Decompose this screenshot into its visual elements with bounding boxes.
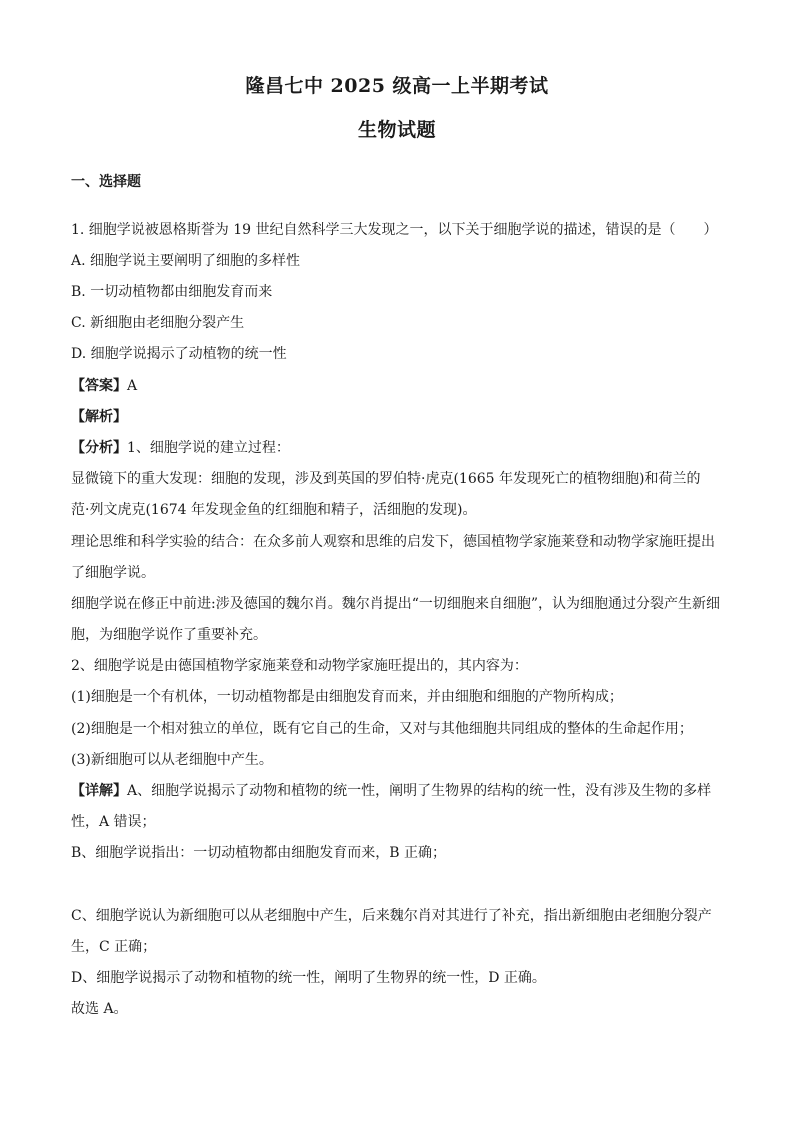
analysis-line: 胞，为细胞学说作了重要补充。 — [71, 627, 267, 643]
answer-line — [71, 376, 137, 396]
analysis-line: 细胞学说在修正中前进:涉及德国的魏尔肖。魏尔肖提出“一切细胞来自细胞”，认为细胞通过分裂产生新细 — [71, 596, 721, 612]
detail-line: 生，C 正确； — [71, 939, 157, 955]
analysis-line: 理论思维和科学实验的结合：在众多前人观察和思维的启发下，德国植物学家施莱登和动物学家施旺提出 — [71, 534, 715, 550]
detail-line: B、细胞学说指出：一切动植物都由细胞发育而来，B 正确； — [71, 845, 447, 861]
analysis-line: 2、细胞学说是由德国植物学家施莱登和动物学家施旺提出的，其内容为： — [71, 658, 528, 674]
exam-title: 隆昌七中 2025 级高一上半期考试 — [245, 75, 549, 97]
analysis-line — [71, 438, 290, 458]
question-stem: 1. 细胞学说被恩格斯誉为 19 世纪自然科学三大发现之一，以下关于细胞学说的描述，错误的是（ ） — [71, 222, 718, 238]
analysis-line: (1)细胞是一个有机体，一切动植物都是由细胞发育而来，并由细胞和细胞的产物所构成； — [71, 689, 623, 705]
detail-line: C、细胞学说认为新细胞可以从老细胞中产生，后来魏尔肖对其进行了补充，指出新细胞由老细胞分裂产 — [71, 908, 712, 924]
exam-subtitle: 生物试题 — [357, 119, 436, 141]
section-heading: 一、选择题 — [71, 174, 141, 190]
analysis-label: 【解析】 — [71, 409, 127, 425]
detail-line: 性，A 错误； — [71, 814, 156, 830]
analysis-line: 了细胞学说。 — [71, 565, 155, 581]
analysis-line: 显微镜下的重大发现：细胞的发现，涉及到英国的罗伯特·虎克(1665 年发现死亡的植物细胞)和荷兰的 — [71, 471, 701, 487]
fenxi-label: 【分析】 — [71, 440, 127, 456]
analysis-line: 范·列文虎克(1674 年发现金鱼的红细胞和精子，活细胞的发现)。 — [71, 502, 477, 518]
option-a: A. 细胞学说主要阐明了细胞的多样性 — [71, 253, 301, 269]
option-c: C. 新细胞由老细胞分裂产生 — [71, 315, 245, 331]
answer-value: A — [127, 378, 138, 394]
option-b: B. 一切动植物都由细胞发育而来 — [71, 284, 273, 300]
xiangjie-label: 【详解】 — [71, 783, 127, 799]
detail-text: A、细胞学说揭示了动物和植物的统一性，阐明了生物界的结构的统一性，没有涉及生物的多样 — [127, 783, 712, 799]
analysis-line: (2)细胞是一个相对独立的单位，既有它自己的生命，又对与其他细胞共同组成的整体的生命起作用； — [71, 721, 693, 737]
detail-line — [71, 781, 711, 801]
analysis-line: (3)新细胞可以从老细胞中产生。 — [71, 752, 273, 768]
conclusion-line: 故选 A。 — [71, 1001, 128, 1017]
answer-label: 【答案】 — [71, 378, 127, 394]
analysis-text: 1、细胞学说的建立过程： — [127, 440, 290, 456]
detail-line: D、细胞学说揭示了动物和植物的统一性，阐明了生物界的统一性，D 正确。 — [71, 970, 546, 986]
option-d: D. 细胞学说揭示了动植物的统一性 — [71, 346, 287, 362]
